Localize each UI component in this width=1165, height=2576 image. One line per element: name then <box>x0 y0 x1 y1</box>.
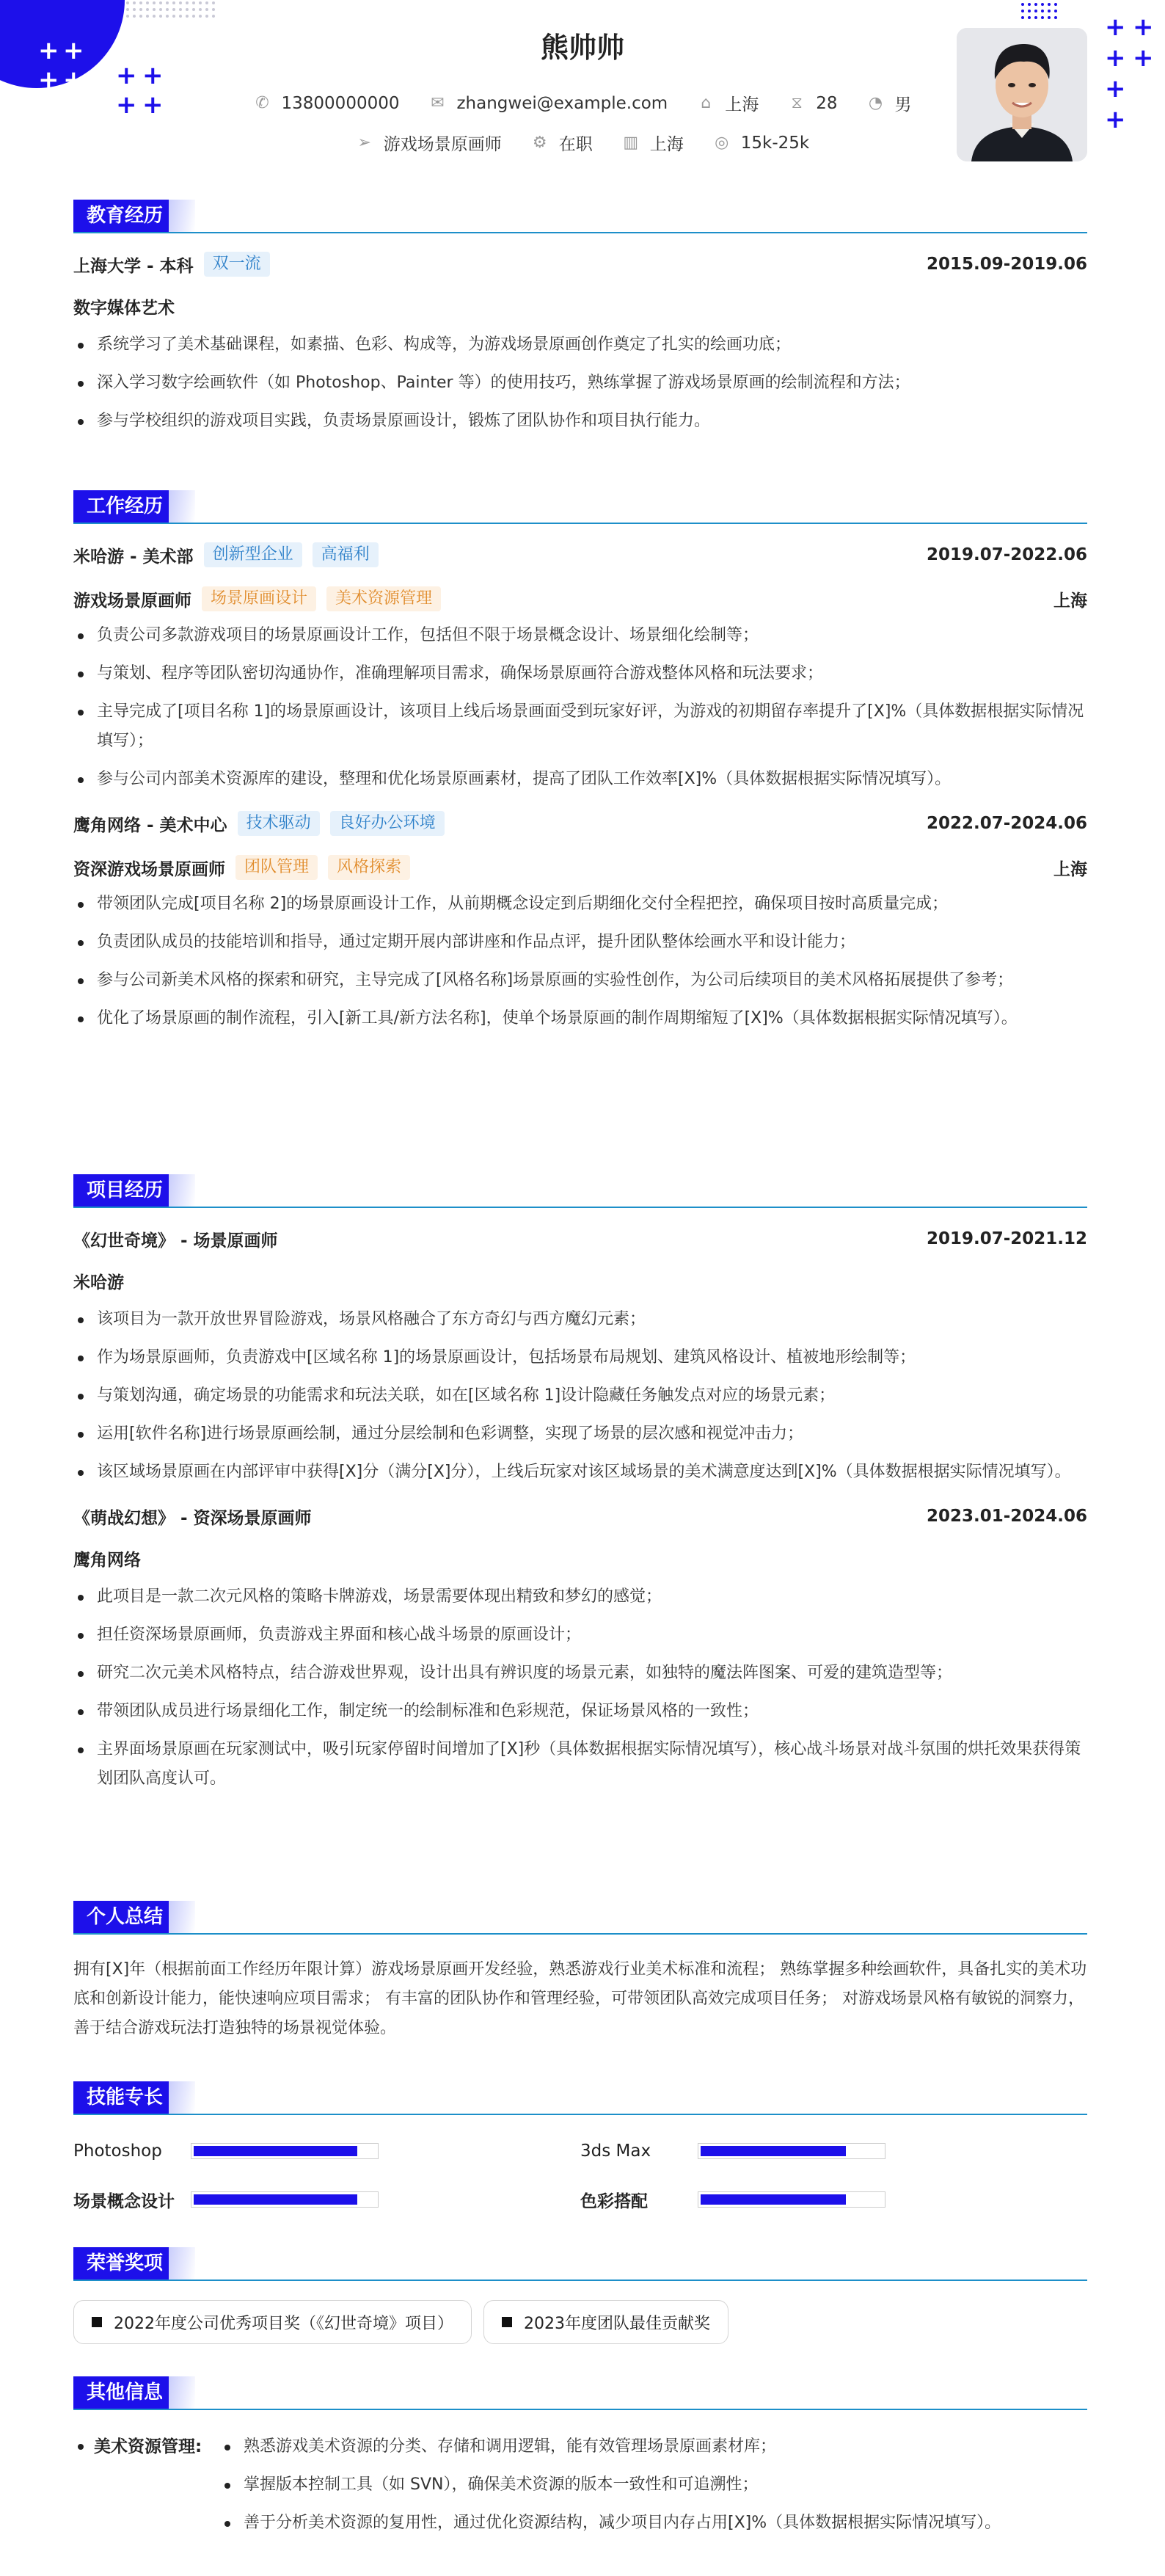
position-name: 游戏场景原画师 <box>73 591 191 611</box>
skill-bar <box>698 2143 885 2159</box>
dot-decoration <box>1028 3 1031 6</box>
skill-item <box>73 2140 580 2162</box>
dot-decoration <box>133 15 136 18</box>
skill-bar-fill <box>701 2146 846 2156</box>
dot-decoration <box>205 8 208 11</box>
skill-item <box>580 2188 1087 2211</box>
gear-icon: ⚙ <box>532 134 547 152</box>
skill-bar-fill <box>194 2194 357 2205</box>
project-entry-header <box>73 1502 1087 1531</box>
section-divider <box>73 2409 1087 2410</box>
school-name: 上海大学 - 本科 <box>73 256 194 276</box>
list-item: 系统学习了美术基础课程，如素描、色彩、构成等，为游戏场景原画创作奠定了扎实的绘画功底； <box>73 330 1087 360</box>
position-tag: 团队管理 <box>235 855 318 880</box>
school-tag: 双一流 <box>204 252 270 277</box>
dot-decoration <box>139 1 142 4</box>
dot-decoration <box>1034 3 1037 6</box>
plus-decoration: + <box>63 36 84 65</box>
hourglass-icon: ⧖ <box>791 94 803 112</box>
dot-decoration <box>186 1 189 4</box>
plus-decoration: + <box>1105 74 1126 103</box>
list-item: 善于分析美术资源的复用性，通过优化资源结构，减少项目内存占用[X]%（具体数据根据实际情况填写）。 <box>220 2508 1087 2538</box>
dot-decoration <box>179 1 182 4</box>
other-info-block <box>73 2432 1087 2547</box>
dot-decoration <box>153 1 156 4</box>
dot-decoration <box>1048 16 1051 19</box>
section-title: 个人总结 <box>73 1901 176 1933</box>
job-title-text: 游戏场景原画师 <box>383 135 502 154</box>
dot-decoration <box>133 1 136 4</box>
gender-icon: ◔ <box>868 94 883 112</box>
other-info-label <box>73 2432 220 2547</box>
section-divider <box>73 2114 1087 2115</box>
company-name: 鹰角网络 - 美术中心 <box>73 815 227 835</box>
dot-decoration <box>172 8 175 11</box>
dot-decoration <box>166 15 169 18</box>
section-divider <box>73 2280 1087 2281</box>
dot-decoration <box>199 8 202 11</box>
skill-name: 3ds Max <box>580 2142 651 2161</box>
phone-info <box>254 94 400 113</box>
section-divider <box>73 523 1087 524</box>
dot-decoration <box>153 8 156 11</box>
work-bullets <box>73 889 1087 1033</box>
company-name: 米哈游 - 美术部 <box>73 547 194 567</box>
dot-decoration <box>1054 10 1057 12</box>
dot-decoration <box>126 1 129 4</box>
dot-decoration <box>166 1 169 4</box>
section-divider <box>73 232 1087 233</box>
dot-decoration <box>1048 3 1051 6</box>
section-title: 教育经历 <box>73 200 176 232</box>
honors-section-header <box>73 2247 1087 2282</box>
skills-grid <box>73 2140 1087 2211</box>
project-name: 《幻世奇境》 - 场景原画师 <box>73 1231 278 1251</box>
building-icon: ▥ <box>623 134 639 152</box>
work-position-row <box>73 584 1087 614</box>
city-text: 上海 <box>725 95 759 114</box>
dot-decoration <box>179 15 182 18</box>
education-date: 2015.09-2019.06 <box>926 255 1087 274</box>
section-title: 项目经历 <box>73 1174 176 1207</box>
skill-item <box>73 2188 580 2211</box>
projects-section <box>73 1174 1087 1802</box>
work-entry-header <box>73 809 1087 838</box>
skill-bar <box>698 2191 885 2208</box>
gender-text: 男 <box>894 95 912 114</box>
list-item: 与策划、程序等团队密切沟通协作，准确理解项目需求，确保场景原画符合游戏整体风格和玩法要求； <box>73 659 1087 688</box>
list-item: 作为场景原画师，负责游戏中[区域名称 1]的场景原画设计，包括场景布局规划、建筑风格设计、植被地形绘制等； <box>73 1343 1087 1372</box>
position-tag: 美术资源管理 <box>326 586 441 611</box>
education-section-header <box>73 200 1087 235</box>
major-name: 数字媒体艺术 <box>73 299 175 318</box>
profile-photo <box>957 28 1087 161</box>
dot-decoration <box>146 8 149 11</box>
dot-decoration <box>212 8 215 11</box>
section-title-tail-decoration <box>169 2247 195 2280</box>
skill-name: Photoshop <box>73 2142 162 2161</box>
plus-decoration: + <box>142 61 164 90</box>
section-title: 工作经历 <box>73 490 176 523</box>
square-bullet-icon <box>502 2317 512 2327</box>
plus-decoration: + <box>1105 105 1126 134</box>
plus-decoration: + <box>116 61 137 90</box>
list-item: 担任资深场景原画师，负责游戏主界面和核心战斗场景的原画设计； <box>73 1620 1087 1650</box>
dot-decoration <box>205 1 208 4</box>
status-text: 在职 <box>558 135 593 154</box>
dot-decoration <box>192 1 195 4</box>
target-city-info <box>622 131 684 155</box>
salary-text: 15k-25k <box>740 133 810 153</box>
dot-decoration <box>153 15 156 18</box>
dot-decoration <box>1041 16 1044 19</box>
list-item: 深入学习数字绘画软件（如 Photoshop、Painter 等）的使用技巧，熟练掌握了游戏场景原画的绘制流程和方法； <box>73 368 1087 398</box>
dot-decoration <box>146 15 149 18</box>
section-title-tail-decoration <box>169 2081 195 2114</box>
dot-decoration <box>146 1 149 4</box>
section-title-tail-decoration <box>169 2376 195 2409</box>
dot-decoration <box>1041 10 1044 12</box>
dot-decoration <box>1034 10 1037 12</box>
section-divider <box>73 1933 1087 1935</box>
list-item: 负责公司多款游戏项目的场景原画设计工作，包括但不限于场景概念设计、场景细化绘制等； <box>73 621 1087 650</box>
other-bullets <box>220 2432 1087 2547</box>
other-label-text: 美术资源管理: <box>94 2437 202 2456</box>
dot-decoration <box>1054 3 1057 6</box>
section-title: 其他信息 <box>73 2376 176 2409</box>
dot-decoration <box>192 8 195 11</box>
dot-decoration <box>192 15 195 18</box>
list-item: 该项目为一款开放世界冒险游戏，场景风格融合了东方奇幻与西方魔幻元素； <box>73 1305 1087 1334</box>
summary-section-header <box>73 1901 1087 1936</box>
dot-decoration <box>133 8 136 11</box>
plus-decoration: + <box>1133 12 1154 42</box>
plus-decoration: + <box>63 65 84 95</box>
dot-decoration <box>1021 3 1024 6</box>
dot-decoration <box>159 8 162 11</box>
skill-bar <box>191 2191 379 2208</box>
list-item: 优化了场景原画的制作流程，引入[新工具/新方法名称]，使单个场景原画的制作周期缩短了[X]%（具体数据根据实际情况填写）。 <box>73 1004 1087 1033</box>
skill-bar-fill <box>194 2146 357 2156</box>
position-name: 资深游戏场景原画师 <box>73 859 225 879</box>
work-position-row <box>73 853 1087 882</box>
company-tag: 良好办公环境 <box>330 811 445 836</box>
email-text: zhangwei@example.com <box>456 93 668 113</box>
plus-decoration: + <box>1133 43 1154 73</box>
dot-decoration <box>139 8 142 11</box>
section-title-tail-decoration <box>169 1901 195 1933</box>
age-text: 28 <box>816 93 838 113</box>
work-bullets <box>73 621 1087 794</box>
dot-decoration <box>159 1 162 4</box>
section-title: 技能专长 <box>73 2081 176 2114</box>
projects-section-header <box>73 1174 1087 1209</box>
project-bullets <box>73 1305 1087 1487</box>
project-date: 2019.07-2021.12 <box>926 1229 1087 1248</box>
phone-icon: ✆ <box>255 94 269 112</box>
other-section-header <box>73 2376 1087 2412</box>
section-title-tail-decoration <box>169 490 195 523</box>
education-bullets <box>73 330 1087 436</box>
company-tag: 创新型企业 <box>204 542 302 567</box>
dot-decoration <box>186 8 189 11</box>
list-item: 研究二次元美术风格特点，结合游戏世界观，设计出具有辨识度的场景元素，如独特的魔法阵图案、可爱的建筑造型等； <box>73 1659 1087 1688</box>
section-title-tail-decoration <box>169 1174 195 1207</box>
education-section <box>73 200 1087 445</box>
list-item: 参与公司新美术风格的探索和研究，主导完成了[风格名称]场景原画的实验性创作，为公司后续项目的美术风格拓展提供了参考； <box>73 966 1087 995</box>
dot-decoration <box>1021 10 1024 12</box>
honor-card <box>73 2300 472 2344</box>
list-item: 带领团队成员进行场景细化工作，制定统一的绘制标准和色彩规范，保证场景风格的一致性； <box>73 1697 1087 1726</box>
position-tag: 风格探索 <box>328 855 410 880</box>
square-bullet-icon <box>92 2317 102 2327</box>
home-icon: ⌂ <box>701 94 712 112</box>
work-section-header <box>73 490 1087 525</box>
other-section <box>73 2376 1087 2547</box>
skill-item <box>580 2140 1087 2162</box>
work-date: 2019.07-2022.06 <box>926 545 1087 564</box>
project-name: 《萌战幻想》 - 资深场景原画师 <box>73 1508 312 1528</box>
skills-section-header <box>73 2081 1087 2117</box>
dot-decoration <box>199 1 202 4</box>
section-divider <box>73 1207 1087 1208</box>
candidate-name: 熊帅帅 <box>540 32 624 64</box>
dot-decoration <box>1054 16 1057 19</box>
target-city-text: 上海 <box>649 135 684 154</box>
skill-name: 场景概念设计 <box>73 2191 175 2211</box>
plus-decoration: + <box>116 90 137 120</box>
honors-list <box>73 2300 1087 2344</box>
dot-decoration <box>1028 10 1031 12</box>
salary-info <box>713 134 809 153</box>
dot-decoration <box>126 15 129 18</box>
honors-section <box>73 2247 1087 2344</box>
section-title: 荣誉奖项 <box>73 2247 176 2280</box>
dot-decoration <box>205 15 208 18</box>
summary-section <box>73 1901 1087 2043</box>
dot-decoration <box>1021 16 1024 19</box>
age-info <box>788 94 837 113</box>
list-item: 负责团队成员的技能培训和指导，通过定期开展内部讲座和作品点评，提升团队整体绘画水平和设计能力； <box>73 928 1087 957</box>
skill-name: 色彩搭配 <box>580 2191 648 2211</box>
dot-decoration <box>199 15 202 18</box>
dot-decoration <box>1041 3 1044 6</box>
project-company: 米哈游 <box>73 1273 124 1292</box>
list-item: 参与公司内部美术资源库的建设，整理和优化场景原画素材，提高了团队工作效率[X]%（具体数据根据实际情况填写）。 <box>73 765 1087 794</box>
honor-text: 2022年度公司优秀项目奖（《幻世奇境》项目） <box>114 2314 453 2333</box>
summary-text: 拥有[X]年（根据前面工作经历年限计算）游戏场景原画开发经验，熟悉游戏行业美术标准和流程； 熟练掌握多种绘画软件，具备扎实的美术功底和创新设计能力，能快速响应项目需求； 有丰富的团队协作和管理经验，可带领团队高效完成项目任务； 对游戏场景风格有敏锐的洞察力，善于结合游戏玩法打造独特的场景视觉体验。 <box>73 1960 1087 2037</box>
list-item: 此项目是一款二次元风格的策略卡牌游戏，场景需要体现出精致和梦幻的感觉； <box>73 1582 1087 1612</box>
work-section <box>73 490 1087 1042</box>
list-item: 主导完成了[项目名称 1]的场景原画设计，该项目上线后场景画面受到玩家好评，为游戏的初期留存率提升了[X]%（具体数据根据实际情况填写）； <box>73 697 1087 756</box>
dot-decoration <box>1034 16 1037 19</box>
dot-decoration <box>212 1 215 4</box>
dot-decoration <box>172 1 175 4</box>
work-entry-header <box>73 540 1087 570</box>
company-tag: 高福利 <box>313 542 379 567</box>
work-location: 上海 <box>1053 591 1087 611</box>
dot-decoration <box>159 15 162 18</box>
email-info <box>428 94 668 113</box>
list-item: 与策划沟通，确定场景的功能需求和玩法关联，如在[区域名称 1]设计隐藏任务触发点对应的场景元素； <box>73 1381 1087 1411</box>
plus-decoration: + <box>1105 12 1126 42</box>
plus-decoration: + <box>1105 43 1126 73</box>
dot-decoration <box>139 15 142 18</box>
job-title-info <box>356 131 502 155</box>
dot-decoration <box>186 15 189 18</box>
position-tag: 场景原画设计 <box>202 586 316 611</box>
project-company: 鹰角网络 <box>73 1551 141 1570</box>
list-item: 掌握版本控制工具（如 SVN），确保美术资源的版本一致性和可追溯性； <box>220 2470 1087 2500</box>
list-item: 带领团队完成[项目名称 2]的场景原画设计工作，从前期概念设定到后期细化交付全程把控，确保项目按时高质量完成； <box>73 889 1087 919</box>
list-item: 主界面场景原画在玩家测试中，吸引玩家停留时间增加了[X]秒（具体数据根据实际情况填写），核心战斗场景对战斗氛围的烘托效果获得策划团队高度认可。 <box>73 1735 1087 1794</box>
skills-section <box>73 2081 1087 2211</box>
phone-text: 13800000000 <box>281 93 400 113</box>
education-entry-header <box>73 250 1087 279</box>
city-info <box>697 91 759 115</box>
honor-text: 2023年度团队最佳贡献奖 <box>524 2314 710 2333</box>
plus-decoration: + <box>38 36 59 65</box>
list-item: 运用[软件名称]进行场景原画绘制，通过分层绘制和色彩调整，实现了场景的层次感和视觉冲击力； <box>73 1419 1087 1449</box>
status-info <box>531 131 593 155</box>
gender-info <box>866 91 911 115</box>
list-item: 参与学校组织的游戏项目实践，负责场景原画设计，锻炼了团队协作和项目执行能力。 <box>73 407 1087 436</box>
dot-decoration <box>212 15 215 18</box>
work-location: 上海 <box>1053 859 1087 879</box>
dot-decoration <box>1028 16 1031 19</box>
dot-decoration <box>166 8 169 11</box>
honor-card <box>483 2300 728 2344</box>
work-date: 2022.07-2024.06 <box>926 814 1087 833</box>
dot-decoration <box>172 15 175 18</box>
dot-decoration <box>179 8 182 11</box>
bullet-dot-icon <box>78 2444 84 2450</box>
project-date: 2023.01-2024.06 <box>926 1507 1087 1526</box>
dot-decoration <box>126 8 129 11</box>
dot-decoration <box>1048 10 1051 12</box>
list-item: 该区域场景原画在内部评审中获得[X]分（满分[X]分），上线后玩家对该区域场景的美术满意度达到[X]%（具体数据根据实际情况填写）。 <box>73 1458 1087 1487</box>
coin-icon: ◎ <box>715 134 729 152</box>
company-tag: 技术驱动 <box>238 811 320 836</box>
project-entry-header <box>73 1224 1087 1254</box>
paper-plane-icon: ➢ <box>357 134 371 152</box>
skill-bar <box>191 2143 379 2159</box>
project-bullets <box>73 1582 1087 1794</box>
section-title-tail-decoration <box>169 200 195 232</box>
plus-decoration: + <box>142 90 164 120</box>
plus-decoration: + <box>38 65 59 95</box>
list-item: 熟悉游戏美术资源的分类、存储和调用逻辑，能有效管理场景原画素材库； <box>220 2432 1087 2462</box>
skill-bar-fill <box>701 2194 846 2205</box>
envelope-icon: ✉ <box>431 94 445 112</box>
